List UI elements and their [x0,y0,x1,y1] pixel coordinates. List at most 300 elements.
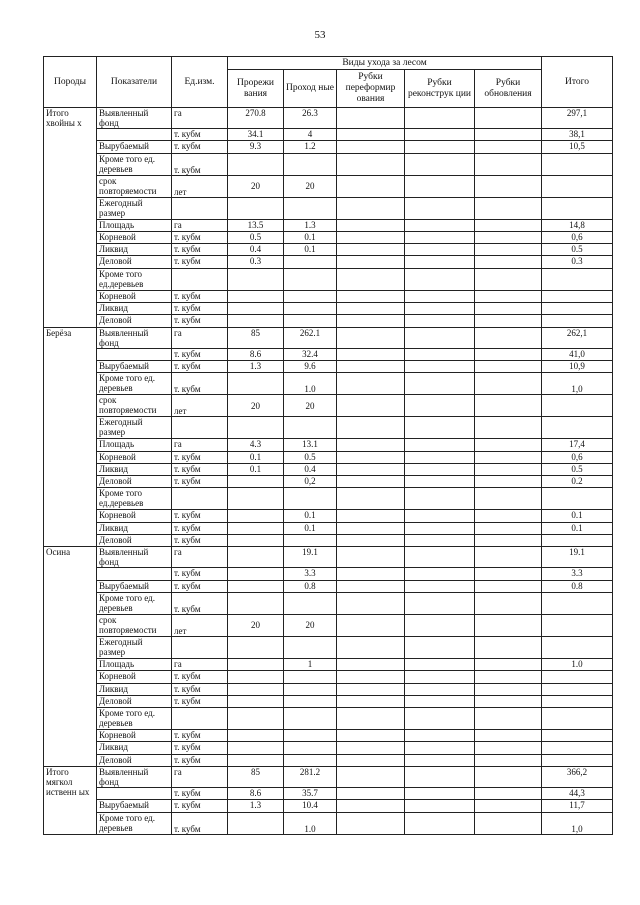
thinning-value: 270.8 [228,108,284,129]
table-row [44,327,613,348]
passage-value [284,592,337,614]
reformation-value [337,812,405,834]
thinning-value [228,303,284,315]
indicator-cell: срок повторяемости [97,395,172,417]
unit-cell: га [172,547,228,568]
thinning-value [228,658,284,670]
unit-cell: т. кубм [172,568,228,580]
header-passage: Проход ные [284,70,337,108]
total-value: 10,5 [542,141,613,153]
thinning-value: 0.5 [228,231,284,243]
unit-cell: т. кубм [172,683,228,695]
total-value: 0,6 [542,231,613,243]
reconstruction-value [405,290,475,302]
passage-value: 0.5 [284,451,337,463]
total-value: 1.0 [542,658,613,670]
indicator-cell: Выявленный фонд [97,767,172,788]
thinning-value: 34.1 [228,129,284,141]
indicator-cell: Выявленный фонд [97,327,172,348]
reformation-value [337,708,405,730]
renewal-value [475,535,542,547]
indicator-cell [97,788,172,800]
unit-cell [172,708,228,730]
table-row [44,463,613,475]
passage-value [284,695,337,707]
indicator-cell: Кроме того ед. деревьев [97,153,172,175]
indicator-cell: Деловой [97,754,172,766]
indicator-cell: Деловой [97,256,172,268]
table-row [44,812,613,834]
thinning-value [228,476,284,488]
reformation-value [337,522,405,534]
unit-cell: т. кубм [172,451,228,463]
table-row [44,175,613,197]
reconstruction-value [405,683,475,695]
passage-value [284,754,337,766]
reconstruction-value [405,488,475,510]
reconstruction-value [405,742,475,754]
total-value [542,683,613,695]
total-value: 1,0 [542,812,613,834]
indicator-cell [97,348,172,360]
passage-value [284,636,337,658]
total-value: 44,3 [542,788,613,800]
table-row [44,348,613,360]
renewal-value [475,580,542,592]
unit-cell: т. кубм [172,742,228,754]
passage-value [284,730,337,742]
header-species: Породы [44,57,97,108]
reformation-value [337,129,405,141]
table-row [44,153,613,175]
thinning-value: 20 [228,614,284,636]
reformation-value [337,451,405,463]
total-value [542,303,613,315]
renewal-value [475,256,542,268]
passage-value: 26.3 [284,108,337,129]
total-value [542,417,613,439]
unit-cell: т. кубм [172,360,228,372]
unit-cell: лет [172,395,228,417]
thinning-value [228,812,284,834]
total-value [542,395,613,417]
passage-value [284,683,337,695]
thinning-value [228,315,284,327]
table-row [44,141,613,153]
table-row [44,592,613,614]
thinning-value [228,197,284,219]
indicator-cell: Площадь [97,219,172,231]
reformation-value [337,788,405,800]
thinning-value: 4.3 [228,439,284,451]
table-row [44,108,613,129]
indicator-cell: Ликвид [97,742,172,754]
renewal-value [475,754,542,766]
reconstruction-value [405,231,475,243]
renewal-value [475,522,542,534]
reconstruction-value [405,439,475,451]
table-row [44,290,613,302]
unit-cell: га [172,767,228,788]
unit-cell: т. кубм [172,244,228,256]
reformation-value [337,244,405,256]
reformation-value [337,671,405,683]
renewal-value [475,417,542,439]
passage-value: 35.7 [284,788,337,800]
reconstruction-value [405,175,475,197]
passage-value: 10.4 [284,800,337,812]
unit-cell: т. кубм [172,754,228,766]
reconstruction-value [405,767,475,788]
reconstruction-value [405,614,475,636]
reconstruction-value [405,695,475,707]
table-row [44,231,613,243]
table-row [44,244,613,256]
total-value: 0.1 [542,522,613,534]
reformation-value [337,742,405,754]
unit-cell: т. кубм [172,256,228,268]
passage-value: 1.2 [284,141,337,153]
unit-cell: т. кубм [172,348,228,360]
total-value: 0.5 [542,463,613,475]
table-row [44,535,613,547]
renewal-value [475,800,542,812]
reconstruction-value [405,327,475,348]
total-value [542,315,613,327]
indicator-cell: Вырубаемый [97,580,172,592]
unit-cell: т. кубм [172,671,228,683]
indicator-cell: Корневой [97,290,172,302]
reformation-value [337,730,405,742]
reconstruction-value [405,592,475,614]
renewal-value [475,360,542,372]
table-row [44,315,613,327]
reformation-value [337,219,405,231]
total-value: 41,0 [542,348,613,360]
total-value: 0.1 [542,510,613,522]
reformation-value [337,373,405,395]
renewal-value [475,348,542,360]
table-body [44,108,613,835]
thinning-value: 0.1 [228,451,284,463]
passage-value [284,488,337,510]
table-row [44,439,613,451]
total-value [542,197,613,219]
indicator-cell: Площадь [97,658,172,670]
reformation-value [337,197,405,219]
thinning-value [228,153,284,175]
indicator-cell: Кроме того ед. деревьев [97,812,172,834]
header-thinning: Прорежи вания [228,70,284,108]
indicator-cell: Корневой [97,510,172,522]
passage-value: 0.1 [284,231,337,243]
reconstruction-value [405,547,475,568]
thinning-value: 9.3 [228,141,284,153]
header-renewal: Рубки обновления [475,70,542,108]
reconstruction-value [405,451,475,463]
thinning-value: 20 [228,175,284,197]
total-value: 297,1 [542,108,613,129]
table-row [44,788,613,800]
reformation-value [337,636,405,658]
page-number: 53 [314,29,326,41]
reformation-value [337,767,405,788]
thinning-value [228,683,284,695]
thinning-value [228,592,284,614]
reformation-value [337,231,405,243]
passage-value [284,742,337,754]
reformation-value [337,568,405,580]
unit-cell: т. кубм [172,476,228,488]
reconstruction-value [405,510,475,522]
unit-cell: т. кубм [172,463,228,475]
reformation-value [337,683,405,695]
passage-value: 3.3 [284,568,337,580]
reconstruction-value [405,197,475,219]
indicator-cell: Ликвид [97,244,172,256]
table-row [44,547,613,568]
indicator-cell: Ликвид [97,303,172,315]
species-cell: Итого мягкол иственн ых [44,767,97,835]
species-cell: Берёза [44,327,97,547]
passage-value: 0.8 [284,580,337,592]
total-value [542,695,613,707]
thinning-value [228,488,284,510]
total-value [542,671,613,683]
indicator-cell: Выявленный фонд [97,547,172,568]
reformation-value [337,614,405,636]
total-value: 17,4 [542,439,613,451]
renewal-value [475,315,542,327]
reformation-value [337,303,405,315]
reconstruction-value [405,395,475,417]
unit-cell: т. кубм [172,303,228,315]
renewal-value [475,290,542,302]
renewal-value [475,268,542,290]
unit-cell [172,488,228,510]
thinning-value: 0.4 [228,244,284,256]
thinning-value: 1.3 [228,800,284,812]
unit-cell: т. кубм [172,580,228,592]
indicator-cell: Деловой [97,315,172,327]
renewal-value [475,695,542,707]
passage-value [284,303,337,315]
unit-cell: т. кубм [172,592,228,614]
passage-value [284,256,337,268]
reconstruction-value [405,708,475,730]
indicator-cell: Ликвид [97,463,172,475]
thinning-value [228,268,284,290]
renewal-value [475,439,542,451]
renewal-value [475,788,542,800]
species-cell: Осина [44,547,97,767]
reformation-value [337,348,405,360]
renewal-value [475,231,542,243]
table-row [44,767,613,788]
reconstruction-value [405,522,475,534]
passage-value [284,708,337,730]
passage-value: 19.1 [284,547,337,568]
passage-value [284,315,337,327]
passage-value: 0,2 [284,476,337,488]
thinning-value [228,754,284,766]
header-group-title: Виды ухода за лесом [228,57,542,70]
table-row [44,754,613,766]
table-row [44,800,613,812]
indicator-cell: Корневой [97,730,172,742]
indicator-cell: Корневой [97,671,172,683]
thinning-value [228,568,284,580]
renewal-value [475,592,542,614]
total-value: 38,1 [542,129,613,141]
thinning-value [228,547,284,568]
total-value: 262,1 [542,327,613,348]
indicator-cell: Выявленный фонд [97,108,172,129]
table-row [44,708,613,730]
renewal-value [475,451,542,463]
renewal-value [475,476,542,488]
passage-value: 20 [284,175,337,197]
total-value [542,742,613,754]
indicator-cell: Ликвид [97,683,172,695]
renewal-value [475,141,542,153]
total-value: 14,8 [542,219,613,231]
species-cell: Итого хвойны х [44,108,97,328]
unit-cell: т. кубм [172,315,228,327]
thinning-value [228,290,284,302]
renewal-value [475,683,542,695]
thinning-value [228,522,284,534]
unit-cell: т. кубм [172,535,228,547]
table-row [44,256,613,268]
thinning-value [228,636,284,658]
table-row [44,129,613,141]
forest-care-table [43,56,613,835]
table-row [44,730,613,742]
unit-cell: т. кубм [172,373,228,395]
reformation-value [337,800,405,812]
indicator-cell: срок повторяемости [97,175,172,197]
indicator-cell: Вырубаемый [97,800,172,812]
reformation-value [337,417,405,439]
reformation-value [337,695,405,707]
passage-value: 262.1 [284,327,337,348]
renewal-value [475,708,542,730]
reformation-value [337,580,405,592]
unit-cell [172,268,228,290]
passage-value [284,417,337,439]
unit-cell: т. кубм [172,129,228,141]
table-row [44,568,613,580]
unit-cell [172,636,228,658]
reconstruction-value [405,730,475,742]
renewal-value [475,463,542,475]
total-value [542,290,613,302]
reformation-value [337,476,405,488]
table-row [44,268,613,290]
renewal-value [475,129,542,141]
thinning-value [228,535,284,547]
table-row [44,303,613,315]
reconstruction-value [405,800,475,812]
indicator-cell: Вырубаемый [97,141,172,153]
reconstruction-value [405,256,475,268]
renewal-value [475,153,542,175]
unit-cell: т. кубм [172,522,228,534]
reconstruction-value [405,568,475,580]
table-row [44,658,613,670]
renewal-value [475,547,542,568]
indicator-cell: Кроме того ед.деревьев [97,488,172,510]
reconstruction-value [405,463,475,475]
reconstruction-value [405,348,475,360]
indicator-cell: Ежегодный размер [97,636,172,658]
reformation-value [337,439,405,451]
reconstruction-value [405,535,475,547]
indicator-cell [97,129,172,141]
renewal-value [475,488,542,510]
reformation-value [337,315,405,327]
reformation-value [337,463,405,475]
unit-cell: т. кубм [172,730,228,742]
unit-cell: т. кубм [172,695,228,707]
header-reconstruction: Рубки реконструк ции [405,70,475,108]
reconstruction-value [405,315,475,327]
passage-value: 1.3 [284,219,337,231]
renewal-value [475,327,542,348]
reformation-value [337,754,405,766]
indicator-cell: Кроме того ед. деревьев [97,708,172,730]
passage-value [284,290,337,302]
unit-cell: т. кубм [172,510,228,522]
renewal-value [475,373,542,395]
table-row [44,580,613,592]
total-value: 0.2 [542,476,613,488]
passage-value: 4 [284,129,337,141]
thinning-value: 8.6 [228,348,284,360]
reconstruction-value [405,636,475,658]
thinning-value [228,373,284,395]
thinning-value [228,730,284,742]
table-row [44,395,613,417]
reconstruction-value [405,244,475,256]
passage-value: 0.1 [284,244,337,256]
renewal-value [475,197,542,219]
renewal-value [475,568,542,580]
table-row [44,219,613,231]
renewal-value [475,767,542,788]
reformation-value [337,510,405,522]
passage-value [284,153,337,175]
unit-cell: т. кубм [172,153,228,175]
thinning-value: 0.3 [228,256,284,268]
reconstruction-value [405,268,475,290]
reconstruction-value [405,153,475,175]
reformation-value [337,360,405,372]
thinning-value: 85 [228,327,284,348]
renewal-value [475,636,542,658]
total-value: 11,7 [542,800,613,812]
renewal-value [475,671,542,683]
renewal-value [475,658,542,670]
indicator-cell: Ежегодный размер [97,197,172,219]
reformation-value [337,535,405,547]
passage-value: 281.2 [284,767,337,788]
table-row [44,373,613,395]
unit-cell [172,197,228,219]
indicator-cell: Ежегодный размер [97,417,172,439]
reformation-value [337,547,405,568]
